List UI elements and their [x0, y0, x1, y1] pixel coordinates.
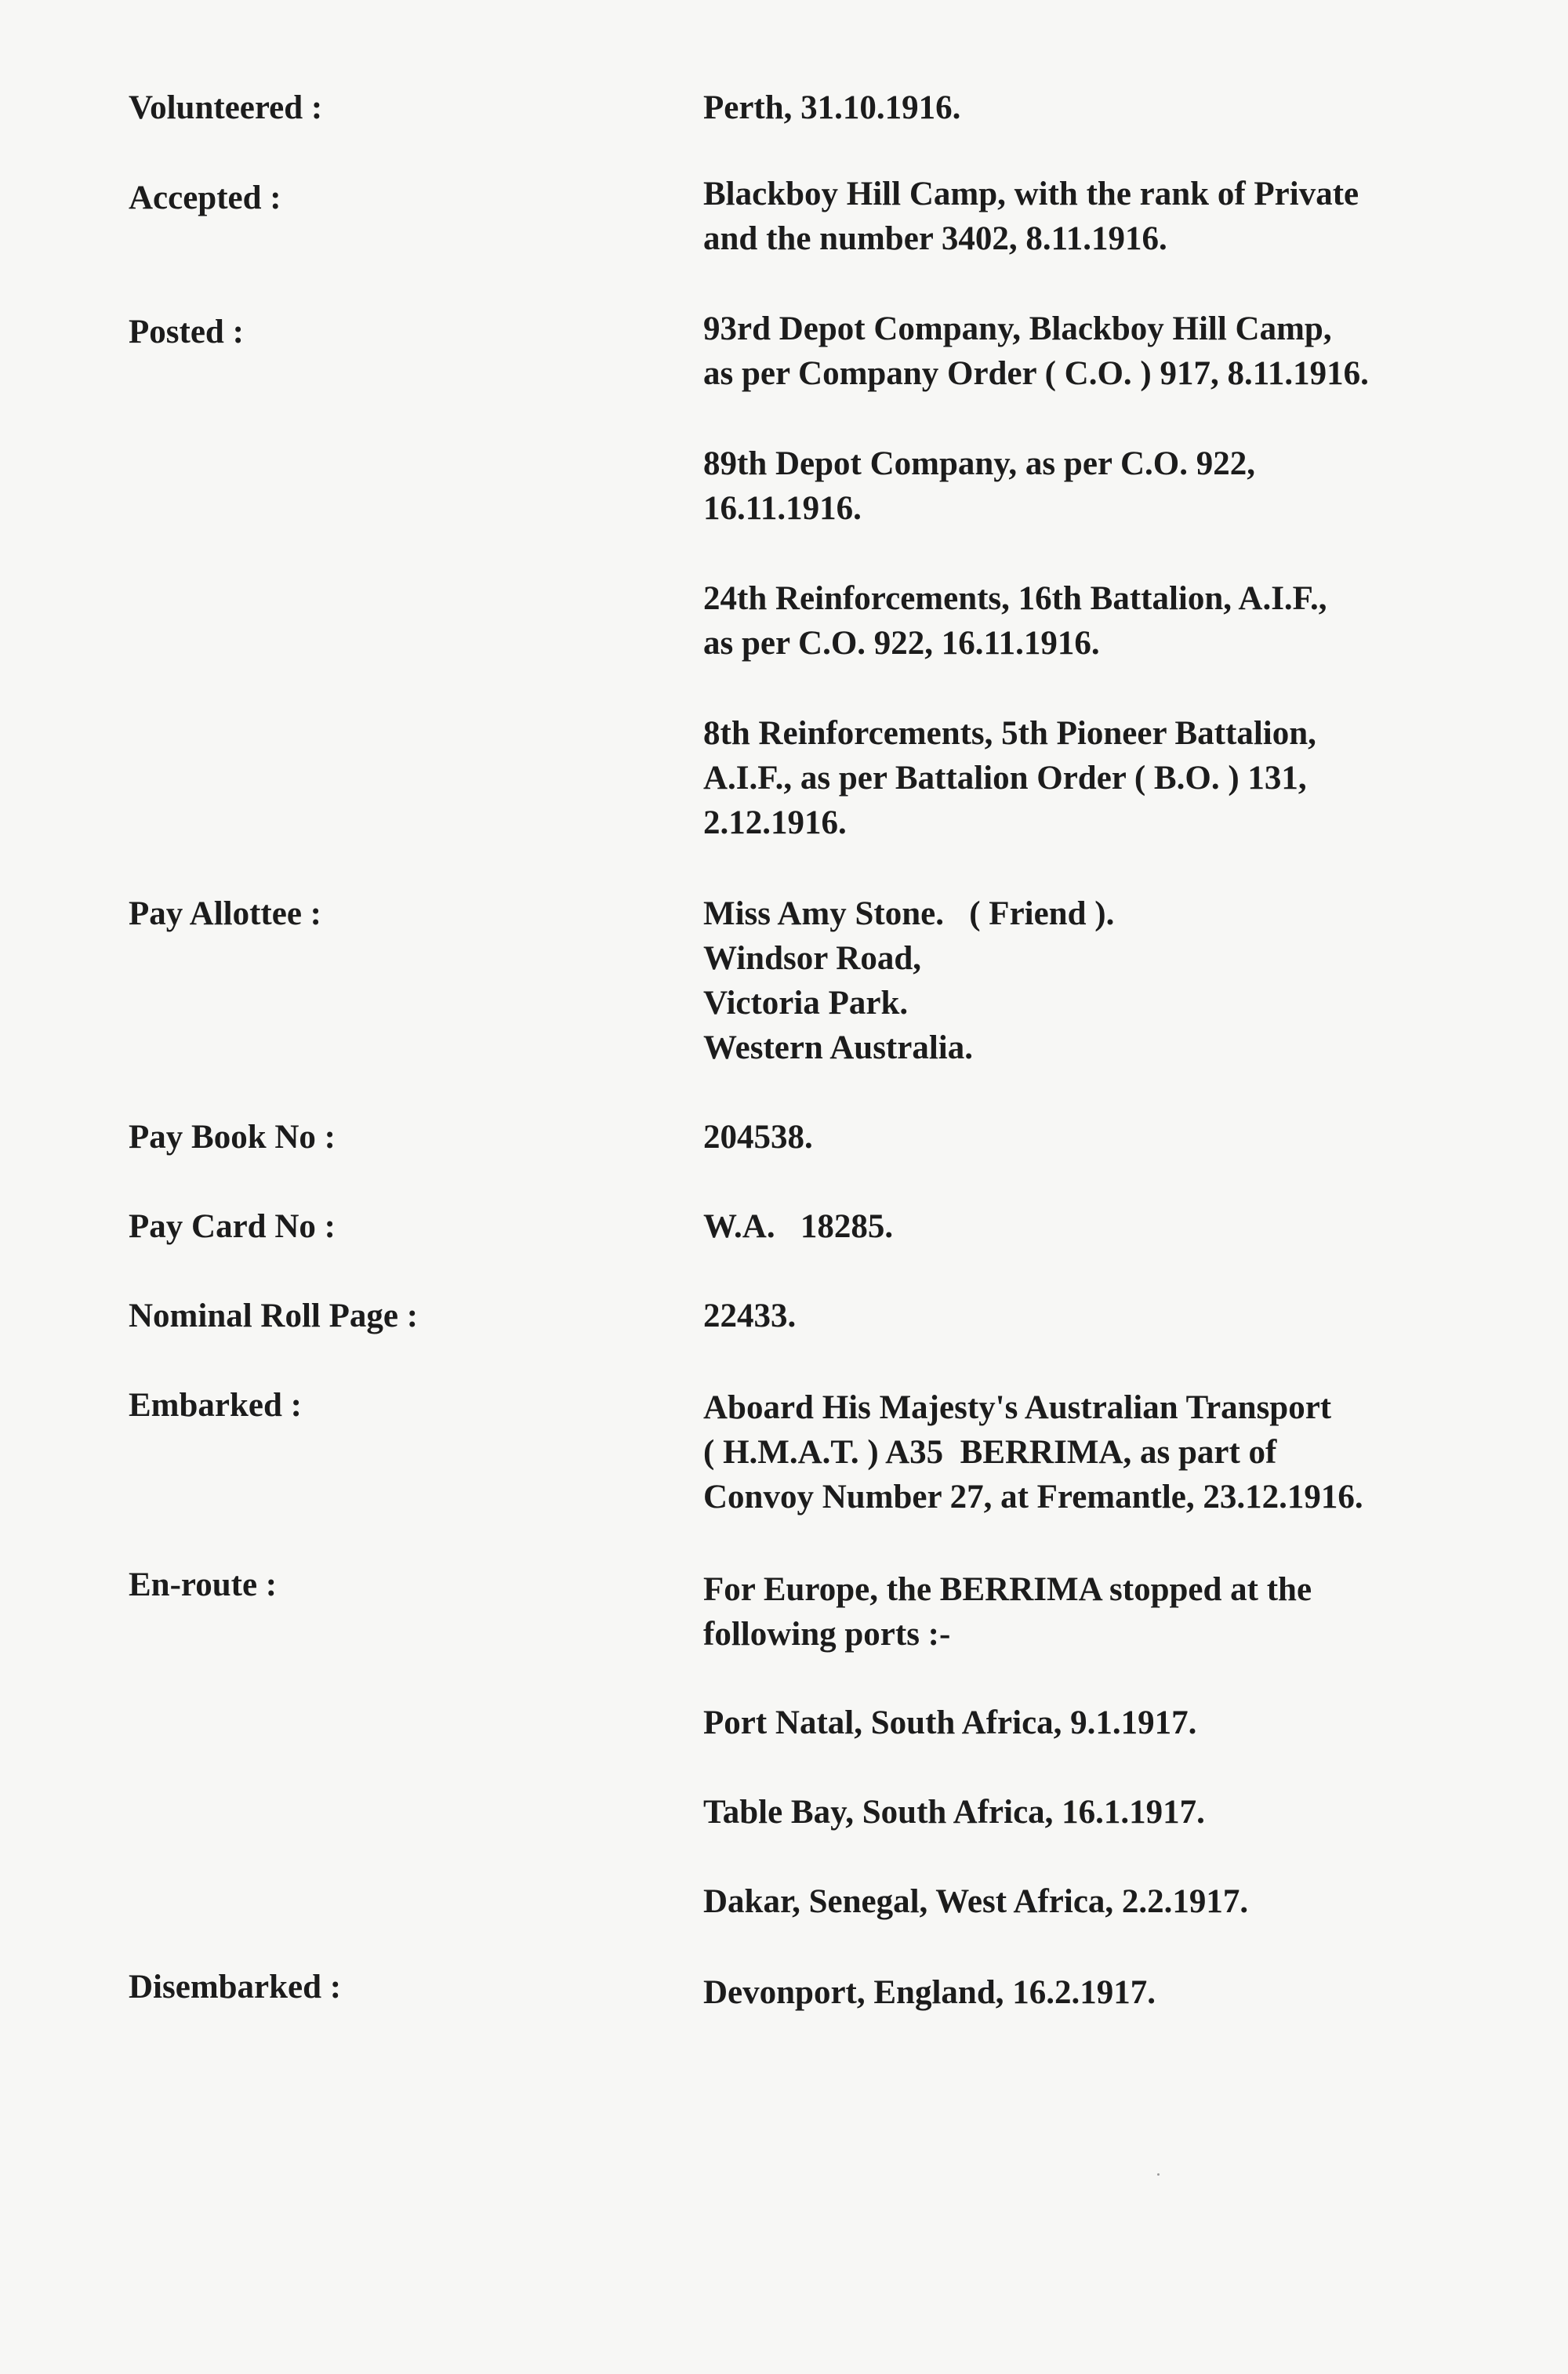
- value-volunteered: [703, 85, 960, 130]
- value-disembarked: [703, 1970, 1156, 2015]
- value-line: Blackboy Hill Camp, with the rank of Private: [703, 176, 1359, 212]
- value-line: Convoy Number 27, at Fremantle, 23.12.1916.: [703, 1479, 1363, 1516]
- value-posted-3: [703, 576, 1327, 666]
- value-line: and the number 3402, 8.11.1916.: [703, 220, 1167, 257]
- label-posted: Posted :: [129, 314, 244, 350]
- value-accepted: [703, 172, 1359, 261]
- value-line: following ports :-: [703, 1616, 951, 1653]
- value-line: 16.11.1916.: [703, 490, 862, 527]
- label-pay-book-no: Pay Book No :: [129, 1119, 336, 1156]
- label-en-route: En-route :: [129, 1566, 278, 1603]
- value-line: Devonport, England, 16.2.1917.: [703, 1974, 1156, 2011]
- value-line: Miss Amy Stone. ( Friend ).: [703, 895, 1115, 932]
- value-en-route-port-1: [703, 1701, 1196, 1745]
- value-line: For Europe, the BERRIMA stopped at the: [703, 1571, 1312, 1608]
- value-line: 93rd Depot Company, Blackboy Hill Camp,: [703, 310, 1332, 347]
- value-line: 204538.: [703, 1119, 813, 1156]
- value-line: Perth, 31.10.1916.: [703, 89, 961, 126]
- label-accepted: Accepted :: [129, 180, 281, 216]
- value-posted-4: [703, 711, 1316, 845]
- value-line: Windsor Road,: [703, 940, 922, 977]
- value-line: Table Bay, South Africa, 16.1.1917.: [703, 1794, 1205, 1831]
- value-line: Western Australia.: [703, 1029, 973, 1066]
- value-line: 22433.: [703, 1298, 797, 1334]
- value-line: 24th Reinforcements, 16th Battalion, A.I.F.,: [703, 580, 1327, 617]
- value-posted-2: [703, 441, 1255, 531]
- value-line: 8th Reinforcements, 5th Pioneer Battalion,: [703, 715, 1316, 752]
- value-line: Dakar, Senegal, West Africa, 2.2.1917.: [703, 1883, 1249, 1920]
- value-pay-allottee: [703, 891, 1114, 1070]
- value-line: as per Company Order ( C.O. ) 917, 8.11.1916.: [703, 355, 1369, 392]
- label-nominal-roll-page: Nominal Roll Page :: [129, 1298, 419, 1334]
- value-line: W.A. 18285.: [703, 1208, 894, 1245]
- label-pay-card-no: Pay Card No :: [129, 1208, 336, 1245]
- value-pay-card-no: [703, 1204, 893, 1249]
- value-line: A.I.F., as per Battalion Order ( B.O. ) 131,: [703, 760, 1307, 797]
- label-pay-allottee: Pay Allottee :: [129, 895, 321, 932]
- label-volunteered: Volunteered :: [129, 89, 323, 126]
- value-pay-book-no: [703, 1115, 813, 1160]
- label-disembarked: Disembarked :: [129, 1969, 342, 2006]
- value-en-route-intro: [703, 1567, 1312, 1657]
- value-line: ( H.M.A.T. ) A35 BERRIMA, as part of: [703, 1434, 1277, 1471]
- value-embarked: [703, 1385, 1363, 1519]
- label-embarked: Embarked :: [129, 1387, 302, 1424]
- value-line: 89th Depot Company, as per C.O. 922,: [703, 445, 1255, 482]
- value-line: Victoria Park.: [703, 985, 909, 1022]
- value-en-route-port-2: [703, 1790, 1205, 1835]
- value-line: 2.12.1916.: [703, 804, 847, 841]
- value-line: Aboard His Majesty's Australian Transport: [703, 1389, 1332, 1426]
- value-line: as per C.O. 922, 16.11.1916.: [703, 625, 1100, 662]
- value-posted-1: [703, 307, 1369, 396]
- value-en-route-port-3: [703, 1879, 1248, 1924]
- value-nominal-roll-page: [703, 1294, 796, 1338]
- paper-speck: [1157, 2173, 1160, 2176]
- value-line: Port Natal, South Africa, 9.1.1917.: [703, 1704, 1197, 1741]
